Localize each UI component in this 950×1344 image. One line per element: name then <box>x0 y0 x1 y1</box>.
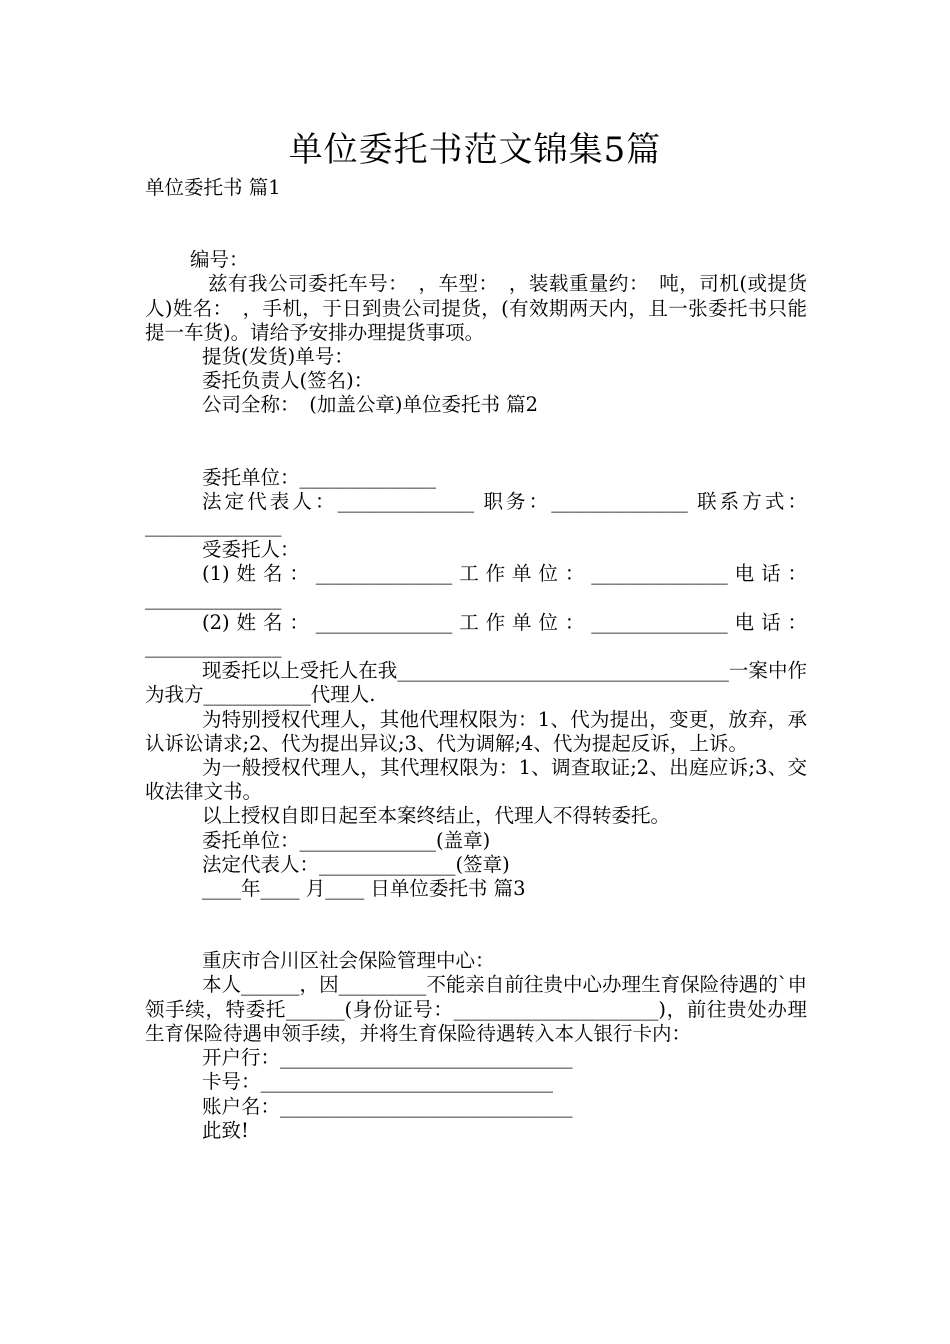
principal-seal-line: 委托单位：______________(盖章) <box>202 828 491 852</box>
authority-term-line: 以上授权自即日起至本案终结止，代理人不得转委托。 <box>202 804 671 828</box>
legal-representative-line: 法定代表人：______________ 职务：______________ 联系方式：______________ <box>145 489 807 538</box>
agent-heading: 受委托人： <box>202 538 300 562</box>
pickup-order-line: 提货(发货)单号： <box>202 345 354 369</box>
authorization-paragraph: 兹有我公司委托车号： ，车型： ，装载重量约： 吨，司机(或提货人)姓名： ，手机，于日到贵公司提货，(有效期两天内，且一张委托书只能提一车货)。请给予安排办理提货事项。 <box>145 272 807 344</box>
addressee-line: 重庆市合川区社会保险管理中心： <box>202 949 495 973</box>
bank-line: 开户行：______________________________ <box>202 1046 573 1070</box>
commission-paragraph: 现委托以上受托人在我__________________________________一案中作为我方___________代理人. <box>145 659 807 707</box>
date-line: ____年____ 月____ 日单位委托书 篇3 <box>202 877 526 901</box>
account-name-line: 账户名：______________________________ <box>202 1094 573 1118</box>
responsible-person-line: 委托负责人(签名)： <box>202 369 374 393</box>
document-body <box>145 176 807 1143</box>
agent-1-line: (1)姓名：______________工作单位：______________电话：______________ <box>145 562 807 610</box>
spacer <box>145 901 807 949</box>
principal-unit-line: 委托单位：______________ <box>202 465 437 489</box>
spacer <box>145 418 807 466</box>
spacer <box>145 200 807 248</box>
agent-2-line: (2)姓名：______________工作单位：______________电话：______________ <box>145 610 807 659</box>
company-name-line: 公司全称： (加盖公章)单位委托书 篇2 <box>202 393 539 417</box>
closing-line: 此致! <box>202 1118 249 1142</box>
document-title: 单位委托书范文锦集5篇 <box>288 130 662 170</box>
general-authority-paragraph: 为一般授权代理人，其代理权限为：1、调查取证;2、出庭应诉;3、交收法律文书。 <box>145 756 807 804</box>
representative-sign-line: 法定代表人：______________(签章) <box>202 852 510 876</box>
serial-number-line: 编号： <box>190 248 249 272</box>
special-authority-paragraph: 为特别授权代理人，其他代理权限为：1、代为提出，变更，放弃，承认诉讼请求;2、代为提出异议;3、代为调解;4、代为提起反诉，上诉。 <box>145 707 807 755</box>
section-1-heading: 单位委托书 篇1 <box>145 176 281 199</box>
card-number-line: 卡号：______________________________ <box>202 1070 554 1094</box>
insurance-request-paragraph: 本人______，因_________不能亲自前往贵中心办理生育保险待遇的`申领手续，特委托______(身份证号：_____________________)，前往贵处办理生育保险待遇申领手续，并将生育保险待遇转入本人银行卡内： <box>145 973 807 1045</box>
